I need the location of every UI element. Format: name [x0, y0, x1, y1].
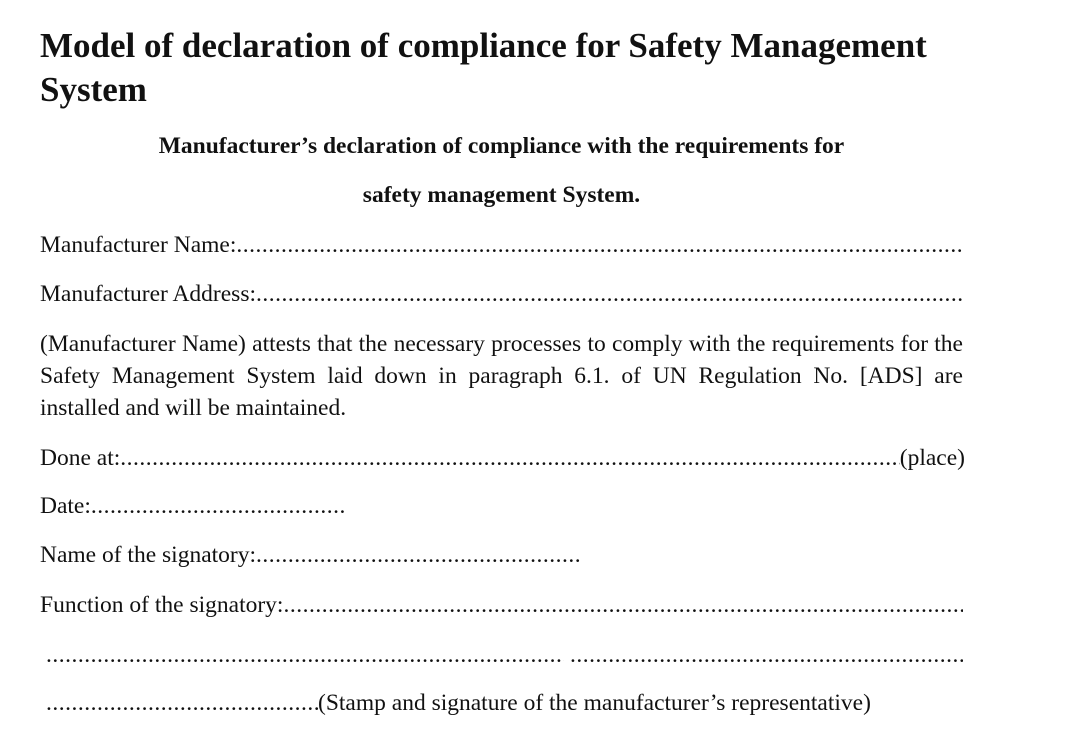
- stamp-signature-caption: (Stamp and signature of the manufacturer’s representative): [318, 690, 871, 716]
- signatory-name-label: Name of the signatory:: [40, 542, 257, 568]
- continuation-dotted-line-right[interactable]: [570, 640, 963, 670]
- done-at-dotted-line[interactable]: [120, 443, 900, 473]
- signatory-function-continuation-1[interactable]: [46, 640, 564, 670]
- manufacturer-name-dotted-line[interactable]: [236, 230, 963, 260]
- manufacturer-address-dotted-line[interactable]: [256, 279, 963, 309]
- date-dotted-line[interactable]: [91, 491, 346, 521]
- signatory-function-dotted-line[interactable]: [283, 590, 963, 620]
- manufacturer-address-label: Manufacturer Address:: [40, 281, 256, 307]
- done-at-field[interactable]: [40, 443, 965, 473]
- signatory-function-continuation-2[interactable]: [570, 640, 963, 670]
- manufacturer-name-label: Manufacturer Name:: [40, 232, 237, 258]
- done-at-label: Done at:: [40, 445, 121, 471]
- signatory-function-label: Function of the signatory:: [40, 592, 284, 618]
- attestation-paragraph: (Manufacturer Name) attests that the necessary processes to comply with the requirements for the Safety Management System laid down in paragraph 6.1. of UN Regulation No. [ADS] are installed and will be maintained.: [40, 331, 963, 421]
- stamp-signature-field[interactable]: [46, 688, 963, 718]
- manufacturer-address-field[interactable]: [40, 279, 963, 309]
- place-suffix: (place): [899, 445, 965, 471]
- signatory-name-field[interactable]: [40, 540, 580, 570]
- continuation-dotted-line-left[interactable]: [46, 640, 564, 670]
- date-label: Date:: [40, 493, 91, 519]
- subtitle-line-2: safety management System.: [362, 182, 641, 208]
- signatory-name-dotted-line[interactable]: [256, 540, 580, 570]
- subtitle-line-1: Manufacturer’s declaration of compliance with the requirements for: [158, 133, 845, 159]
- document-title: Model of declaration of compliance for Safety Management System: [40, 26, 927, 109]
- signatory-function-field[interactable]: [40, 590, 963, 620]
- date-field[interactable]: [40, 491, 346, 521]
- stamp-signature-dotted-line[interactable]: [46, 688, 318, 718]
- manufacturer-name-field[interactable]: [40, 230, 963, 260]
